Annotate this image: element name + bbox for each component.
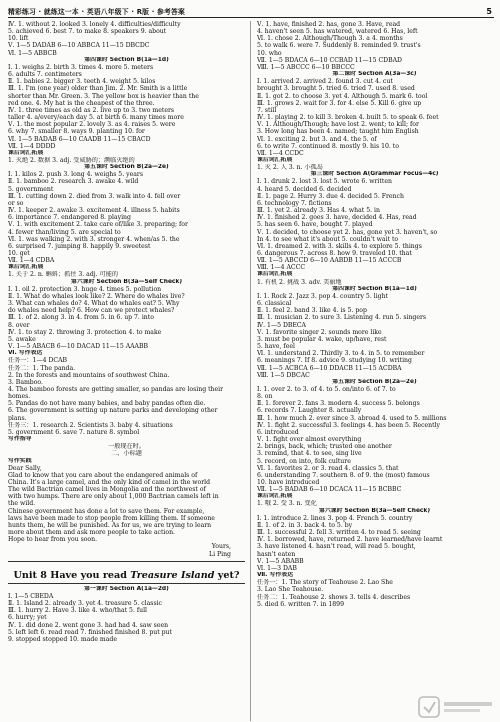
answer-line: 4. heard 5. decided 6. decided xyxy=(257,185,352,193)
answer-line: Ⅲ. 1. hurry 2. Have 3. like 4. who/that 5. full xyxy=(8,607,148,615)
section-heading: 第四课时 Section B(1a—1d) xyxy=(84,56,169,63)
answer-line: Ⅰ. 1. over 2. to 3. of 4. to 5. on/into 6. of 7. to xyxy=(257,385,396,393)
answer-line: Ⅳ. 1—5 DBECA xyxy=(257,321,306,329)
answer-line: Ⅵ. 1—5 ABBCB xyxy=(8,49,57,57)
answer-line: Ⅳ. 1. did done 2. went gone 3. had had 4. saw seen xyxy=(8,621,169,629)
answer-line: 1. 关于 2. n. 蝌蚪；抓住 3. adj. 可能的 xyxy=(8,271,119,279)
answer-line: Ⅴ. 1—5 DADAB 6—10 ABBCA 11—15 DBCDC xyxy=(8,42,150,50)
answer-line: more about them and ask more people to take action. xyxy=(8,529,175,537)
answer-line: Ⅰ. 1. arrived 2. arrived 2. found 3. cut 4. cut xyxy=(257,78,393,86)
answer-line: Ⅴ. 1. have, finished 2. has, gone 3. Have, read xyxy=(257,21,401,28)
answer-line: 4. fewer than/living 5. are special to xyxy=(8,228,121,236)
subsection-label: Ⅵ. 写作表达 xyxy=(8,350,43,357)
answer-line: Ⅷ. 1—4 ACCC xyxy=(257,264,306,272)
answer-line: Ⅶ. 1—4 CDBA xyxy=(8,257,55,265)
subsection-label: 课后词汇拓展 xyxy=(257,493,293,500)
answer-line: 7. still xyxy=(257,106,277,114)
answer-line: 任务一：1—4 DCAB xyxy=(8,357,68,365)
answer-line: Ⅱ. 1. forever 2. fans 3. modern 4. success 5. belongs xyxy=(257,400,420,408)
answer-line: Ⅴ. 1. with excitement 2. take care of/like 3. preparing; for xyxy=(8,221,188,229)
answer-line: 6. The government is setting up nature parks and developing other xyxy=(8,407,218,415)
answer-line: Hope to hear from you soon. xyxy=(8,536,98,544)
answer-line: plans. xyxy=(8,414,27,422)
answer-line: Ⅶ. 1—5 ABCCD 6—10 AABDB 11—15 ACCCB xyxy=(257,257,402,265)
answer-line: 3. What can whales do? 4. What do whales eat? 5. Why xyxy=(8,300,180,308)
answer-line: Ⅲ. 1. I'm (one year) older than Jim. 2. Mr. Smith is a little xyxy=(8,85,188,93)
answer-line: 6. technology 7. fictions xyxy=(257,199,332,207)
answer-line: Ⅰ. 1. introduce 2. lines 3. pop 4. French 5. country xyxy=(257,514,413,522)
answer-line: laws have been made to stop people from killing them. If someone xyxy=(8,514,215,522)
unit-title-post: yet? xyxy=(214,569,240,581)
answer-line: red one. 4. My hat is the cheapest of the three. xyxy=(8,99,155,107)
page-header xyxy=(8,6,494,18)
unit-number: Unit 8 xyxy=(13,569,51,581)
answer-line: Ⅲ. 1. of 2. along 3. in 4. from 5. in 6. up 7. into xyxy=(8,314,154,322)
answer-line: Ⅳ. 1. without 2. looked 3. lonely 4. difficulties/difficulty xyxy=(8,21,181,28)
answer-line: 5. has seen 6. have, bought 7. played xyxy=(257,221,373,229)
answer-line: Ⅰ. 1—5 CBEDA xyxy=(8,592,54,600)
centered-note: 二、小标题 xyxy=(111,450,142,458)
answer-line: 5. achieved 6. best 7. to make 8. speakers 9. about xyxy=(8,28,167,36)
answer-line: Ⅴ. 1. favorite singer 2. sounds more like xyxy=(257,328,382,336)
subsection-label: 课后词汇拓展 xyxy=(257,156,293,163)
answer-line: Ⅱ. 1. of 2. in 3. back 4. to 5. by xyxy=(257,521,353,529)
answer-line: Ⅲ. 1. grows 2. wait for 3. for 4. else 5. Kill 6. give up xyxy=(257,99,422,107)
answer-line: 3. must be popular 4. wake, up/have, rest xyxy=(257,335,387,343)
answer-line: The wild Bactrian camel lives in Mongolia and the northwest of xyxy=(8,486,206,494)
answer-line: 6. surprised 7. jumping 8. happily 9. sweetest xyxy=(8,242,151,250)
answer-line: 2. In the forests and mountains of southwest China. xyxy=(8,371,170,379)
answer-line: 6. introduced xyxy=(257,428,299,436)
answer-line: Ⅶ. 1—5 BDACA 6—10 CCBAD 11—15 CDBAD xyxy=(257,56,402,64)
answer-line: Dear Sally, xyxy=(8,464,42,472)
answer-line: with two humps. There are only about 1,000 Bactrian camels left in xyxy=(8,493,219,501)
answer-line: 6. to write 7. continued 8. mostly 9. his 10. to xyxy=(257,142,399,150)
answer-line: Ⅵ. 1. understand 2. Thirdly 3. to 4. in 5. to remember xyxy=(257,350,425,358)
answer-line: 1. 灭绝 2. 数据 3. adj. 受威胁的；濒临灭绝的 xyxy=(8,156,135,164)
answer-line: 5. government 6. save 7. nature 8. symbol xyxy=(8,428,140,436)
answer-line: Ⅷ. 1—5 ABCCC 6—10 BBCCC xyxy=(257,63,355,71)
answer-line: or so xyxy=(8,199,24,207)
answer-line: hunts them, he will be punished. As for us, we are trying to learn xyxy=(8,521,212,529)
section-heading: 第六课时 Section B(3a—Self Check) xyxy=(318,507,431,514)
answer-line: Ⅳ. 1. to stay 2. throwing 3. protection 4. to make xyxy=(8,328,162,336)
section-heading: 第三课时 Section A(Grammar Focus—4c) xyxy=(310,171,439,178)
answer-line: Glad to know that you care about the endangered animals of xyxy=(8,471,198,479)
subsection-label: 课后词汇拓展 xyxy=(257,271,293,278)
answer-line: Ⅶ. 1—5 BADAB 6—10 DCACA 11—15 BCBBC xyxy=(257,486,402,494)
unit-heading xyxy=(8,561,245,584)
answer-line: Ⅱ. 1. babies 2. bigger 3. teeth 4. weight 5. kilos xyxy=(8,78,156,86)
answer-line: Chinese government has done a lot to save them. For example, xyxy=(8,507,205,515)
answer-line: Ⅰ. 1. drunk 2. lost 3. lost 5. wrote 6. written xyxy=(257,178,392,186)
answer-line: 5. Pandas do not have many babies, and baby pandas often die. xyxy=(8,400,206,408)
answer-line: 5. government xyxy=(8,185,54,193)
answer-line: In 4. to see what it's about 5. couldn't wait to xyxy=(257,235,399,243)
section-heading: 第五课时 Section B(2a—2e) xyxy=(332,378,417,385)
answer-line: Ⅳ. 1. three times as old as 2. live up to 3. two meters xyxy=(8,106,175,114)
answer-line: Ⅲ. 1. musician 2. to sure 3. Listening 4. run 5. singers xyxy=(257,314,427,322)
answer-line: Ⅲ. 1. yet 2. already 3. Has 4. what 5. in xyxy=(257,207,380,215)
subsection-label: 课后词汇拓展 xyxy=(8,264,44,271)
answer-line: 6. dangerous 7. across 8. how 9. traveled 10. that xyxy=(257,250,412,257)
answer-line: Ⅱ. 1. What do whales look like? 2. Where do whales live? xyxy=(8,292,185,300)
answer-line: 10. get xyxy=(8,250,30,257)
unit-title-book: Treasure Island xyxy=(130,569,215,581)
answer-line: 5. to walk 6. were 7. Suddenly 8. reminded 9. trust's xyxy=(257,42,421,50)
answer-line: Ⅱ. 1. page 2. Hurry 3. due 4. decided 5. French xyxy=(257,192,404,200)
answer-line: Ⅴ. 1. fight over almost everything xyxy=(257,436,362,444)
subsection-label: 写作实践 xyxy=(8,457,32,464)
answer-line: 5. awake xyxy=(8,335,36,343)
answer-line: Ⅰ. 1. Rock 2. Jazz 3. pop 4. country 5. light xyxy=(257,292,389,300)
answer-line: Ⅵ. 1. dreamed 2. with 3. skills 4. to explore 5. things xyxy=(257,242,422,250)
answer-line: 5. died 6. written 7. in 1899 xyxy=(257,600,344,608)
answer-line: 1. 有机 2. 挑战 3. adv. 美丽地 xyxy=(257,278,342,286)
answer-line: 8. on xyxy=(257,393,273,401)
answer-line: Ⅰ. 1. weighs 2. birth 3. times 4. more 5. meters xyxy=(8,63,154,71)
answer-line: Ⅳ. 1. fight 2. successful 3. feelings 4. has been 5. Recently xyxy=(257,421,441,429)
answer-line: Ⅱ. 1. got 2. to choose 3. yet 4. Although 5. mark 6. tool xyxy=(257,92,428,100)
answer-line: Ⅰ. 1. kilos 2. push 3. long 4. weighs 5. years xyxy=(8,171,143,179)
section-heading: 第六课时 Section B(3a—Self Check) xyxy=(70,278,183,285)
answer-line: Ⅳ. 1. keeper 2. awake 3. excitement 4. illness 5. habits xyxy=(8,207,180,215)
header-title: 精彩练习 · 就练这一本 · 英语八年级下 · R版 · 参考答案 xyxy=(8,8,186,16)
answer-line: 5. have, feel xyxy=(257,343,295,351)
answer-line: Ⅴ. 1—5 ABACB 6—10 DACAD 11—15 AAABB xyxy=(8,343,149,351)
answer-line: 1. 灭 2. 人 3. n. 小孤岛 xyxy=(257,164,323,172)
answer-line: 3. Bamboo. xyxy=(8,378,43,386)
answer-line: 6. adults 7. centimeters xyxy=(8,71,82,79)
section-heading: 第二课时 Section A(3a—3c) xyxy=(332,71,417,78)
left-column xyxy=(8,21,250,721)
answer-line: 6. hurry; yet xyxy=(8,614,47,622)
answer-line: Ⅵ. 1. was walking 2. with 3. stronger 4. when/as 5. the xyxy=(8,235,180,243)
answer-line: 6. understanding 7. southern 8. of 9. the (most) famous xyxy=(257,471,430,479)
subsection-label: 写作指导 xyxy=(8,436,32,443)
section-heading: 第五课时 Section B(2a—2e) xyxy=(84,164,169,171)
answer-line: do whales need help? 6. How can we protect whales? xyxy=(8,307,175,315)
answer-line: 3. remind, that 4. to see, sing live xyxy=(257,450,362,458)
answer-line: 任务三：1. research 2. Scientists 3. baby 4. situations xyxy=(8,421,173,429)
answer-line: brought 3. brought 5. tried 6. tried 7. used 8. used xyxy=(257,85,415,93)
answer-line: homes. xyxy=(8,393,31,401)
answer-line: Ⅴ. 1. Although/Though; have lost 2. went; to kill; for xyxy=(257,121,419,129)
answer-line: Ⅳ. 1. borrowed, have, returned 2. have learned/have learnt xyxy=(257,536,443,544)
answer-line: 3. have listened 4. hasn't read, will read 5. bought, xyxy=(257,543,416,551)
subsection-label: Ⅶ. 写作表达 xyxy=(257,572,294,579)
answer-line: Ⅶ. 1—5 ACBCA 6—10 DDACB 11—15 ACDBA xyxy=(257,364,402,372)
answer-line: 6. records 7. Laughter 8. actually xyxy=(257,407,362,415)
section-heading: 第四课时 Section B(1a—1d) xyxy=(332,285,417,292)
answer-line: Ⅱ. 1. feel 2. band 3. like 4. is 5. pop xyxy=(257,307,367,315)
two-column-body xyxy=(8,21,494,721)
answer-line: 任务二：1. The panda. xyxy=(8,364,76,372)
answer-line: Ⅳ. 1. finished 2. goes 3. have, decided 4. Has, read xyxy=(257,214,417,222)
page-number: 5 xyxy=(486,7,492,16)
answer-line: 4. haven't seen 5. has watered, watered 6. Has, left xyxy=(257,28,418,36)
answer-line: 5. left left 6. read read 7. finished finished 8. put put xyxy=(8,628,172,636)
answer-line: taller 4. a/every/each day 5. at birth 6. many times more xyxy=(8,114,184,122)
answer-line: Ⅴ. 1. decided, to choose yet 2. has, gone yet 3. haven't, so xyxy=(257,228,438,236)
answer-line: Ⅴ. 1. the most popular 2. lovely 3. as 4. raises 5. were xyxy=(8,121,176,129)
answer-line: Ⅴ. 1—5 ABABB xyxy=(257,557,304,565)
answer-line: shorter than Mr. Green. 3. The yellow box is heavier than the xyxy=(8,92,199,100)
answer-line: 2. brings, back, which; trusted one another xyxy=(257,443,392,451)
answer-line: 8. over xyxy=(8,321,30,329)
answer-line: Ⅵ. 1. favorites 2. or 3. read 4. classics 5. that xyxy=(257,464,399,472)
answer-line: Ⅳ. 1. playing 2. to kill 3. broken 4. built 5. to speak 6. feet xyxy=(257,114,439,122)
answer-line: the wild. xyxy=(8,500,36,508)
answer-line: 6. meanings 7. If 8. advice 9. studying 10. writing xyxy=(257,357,412,365)
answer-line: Ⅷ. 1—5 DBCAC xyxy=(257,371,310,379)
answer-line: Ⅶ. 1—4 DDDD xyxy=(8,142,56,150)
unit-heading-text xyxy=(14,570,240,581)
answer-line: 10. who xyxy=(257,49,282,57)
answer-watermark-icon xyxy=(418,694,496,720)
answer-line: 5. record, on into, folk culture xyxy=(257,457,351,465)
answer-line: Ⅲ. 1. cutting down 2. died from 3. walk into 4. fell over xyxy=(8,192,181,200)
unit-title-pre: Have you read xyxy=(50,569,131,581)
centered-note: 一般现在时。 xyxy=(108,443,145,451)
answer-line: Ⅲ. 1. how much 2. ever since 3. abroad 4. used to 5. millions xyxy=(257,414,447,422)
answer-line: Ⅲ. 1. successful 2. fell 3. written 4. to read 5. seeing xyxy=(257,529,421,537)
answer-line: 6. why 7. smaller 8. ways 9. planting 10. for xyxy=(8,128,145,136)
answer-line: 9. stopped stopped 10. made made xyxy=(8,635,117,643)
answer-line: 3. Lao She Teahouse. xyxy=(257,586,324,594)
answer-line: Ⅱ. 1. Island 2. already 3. yet 4. treasure 5. classic xyxy=(8,600,162,608)
answer-line: Ⅰ. 1. oil 2. protection 3. huge 4. times 5. pollution xyxy=(8,285,162,293)
answer-line: 10. lift xyxy=(8,35,29,43)
answer-line: Ⅵ. 1. exciting 2. but 3. and 4. the 5. of xyxy=(257,135,377,143)
answer-line: Ⅱ. 1. bamboo 2. research 3. awake 4. wild xyxy=(8,178,139,186)
answer-line: 任务二：1. Teahouse 2. shows 3. tells 4. describes xyxy=(257,593,411,601)
section-heading: 第一课时 Section A(1a—2d) xyxy=(84,585,169,592)
answer-line: 6. importance 7. endangered 8. playing xyxy=(8,214,131,222)
answer-line: Ⅵ. 1—5 BADAB 6—10 CAADB 11—15 CBACD xyxy=(8,135,151,143)
answer-line: 3. How long has been 4. named; taught him English xyxy=(257,128,419,136)
answer-line: China. It's a large camel, and the only kind of camel in the world xyxy=(8,479,211,486)
answer-line: 6. classical xyxy=(257,300,292,308)
answer-line: Ⅶ. 1—4 CCDC xyxy=(257,149,304,157)
answer-line: Ⅵ. 1. chose 2. Although/Though 3. a 4. months xyxy=(257,35,403,43)
subsection-label: 课后词汇拓展 xyxy=(8,149,44,156)
letter-signoff: Yours, xyxy=(211,543,231,551)
right-column xyxy=(250,21,492,721)
answer-line: 任务一：1. The story of Teahouse 2. Lao She xyxy=(257,579,393,587)
letter-signoff: Li Ping xyxy=(209,550,231,558)
answer-line: 10. have introduced xyxy=(257,479,320,486)
answer-line: Ⅵ. 1—3 DAB xyxy=(257,564,297,572)
answer-line: 4. The bamboo forests are getting smaller, so pandas are losing their xyxy=(8,385,224,393)
answer-line: hasn't eaten xyxy=(257,550,296,558)
answer-line: 1. 哦 2. 受 3. n. 变化 xyxy=(257,500,317,508)
